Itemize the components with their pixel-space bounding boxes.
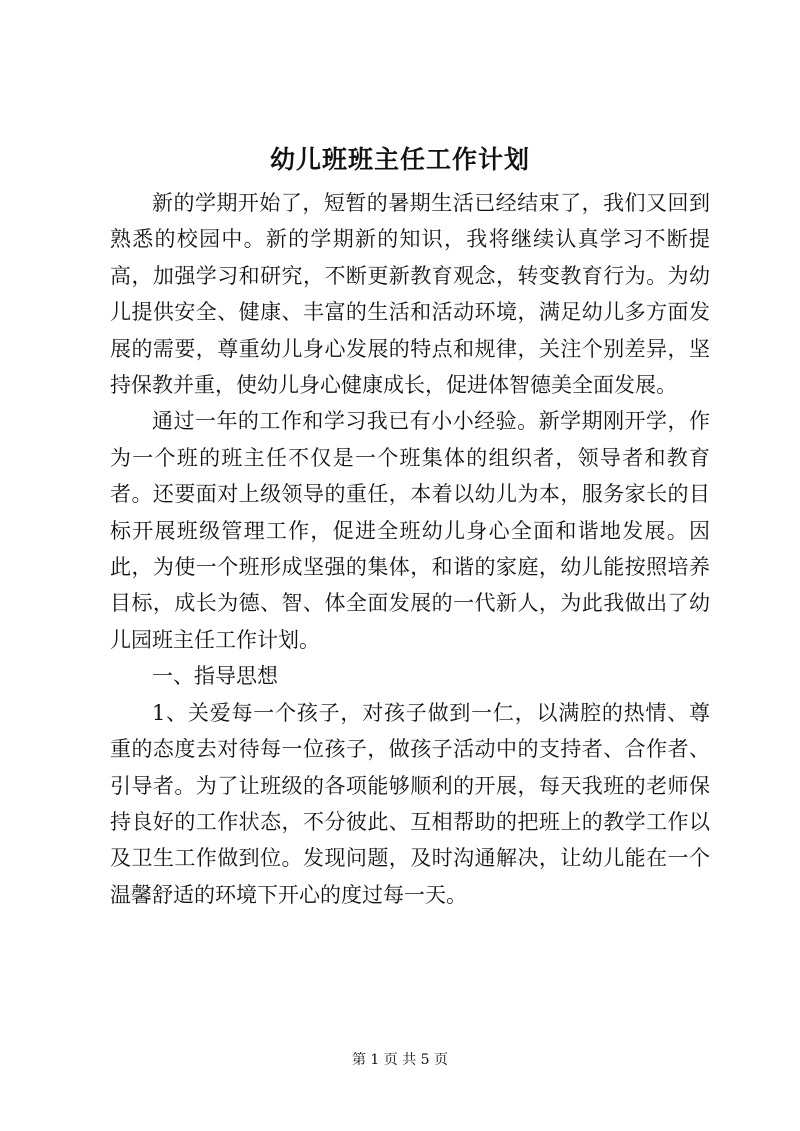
section-heading-guiding-thought: 一、指导思想 <box>152 664 278 689</box>
paragraph-intro: 新的学期开始了，短暂的暑期生活已经结束了，我们又回到熟悉的校园中。新的学期新的知识，我将继续认真学习不断提高，加强学习和研究，不断更新教育观念，转变教育行为。为幼儿提供安全、健康、丰富的生活和活动环境，满足幼儿多方面发展的需要，尊重幼儿身心发展的特点和规律，关注个别差异，坚持保教并重，使幼儿身心健康成长，促进体智德美全面发展。 <box>110 191 710 398</box>
paragraph-point-1: 1、关爱每一个孩子，对孩子做到一仁，以满腔的热情、尊重的态度去对待每一位孩子，做孩子活动中的支持者、合作者、引导者。为了让班级的各项能够顺利的开展，每天我班的老师保持良好的工作状态，不分彼此、互相帮助的把班上的教学工作以及卫生工作做到位。发现问题，及时沟通解决，让幼儿能在一个温馨舒适的环境下开心的度过每一天。 <box>110 700 710 907</box>
paragraph-experience: 通过一年的工作和学习我已有小小经验。新学期刚开学，作为一个班的班主任不仅是一个班集体的组织者，领导者和教育者。还要面对上级领导的重任，本着以幼儿为本，服务家长的目标开展班级管理工作，促进全班幼儿身心全面和谐地发展。因此，为使一个班形成坚强的集体，和谐的家庭，幼儿能按照培养目标，成长为德、智、体全面发展的一代新人，为此我做出了幼儿园班主任工作计划。 <box>110 409 710 652</box>
document-title: 幼儿班班主任工作计划 <box>269 145 530 174</box>
document-body <box>110 185 710 913</box>
page-footer: 第 1 页 共 5 页 <box>351 1052 449 1068</box>
